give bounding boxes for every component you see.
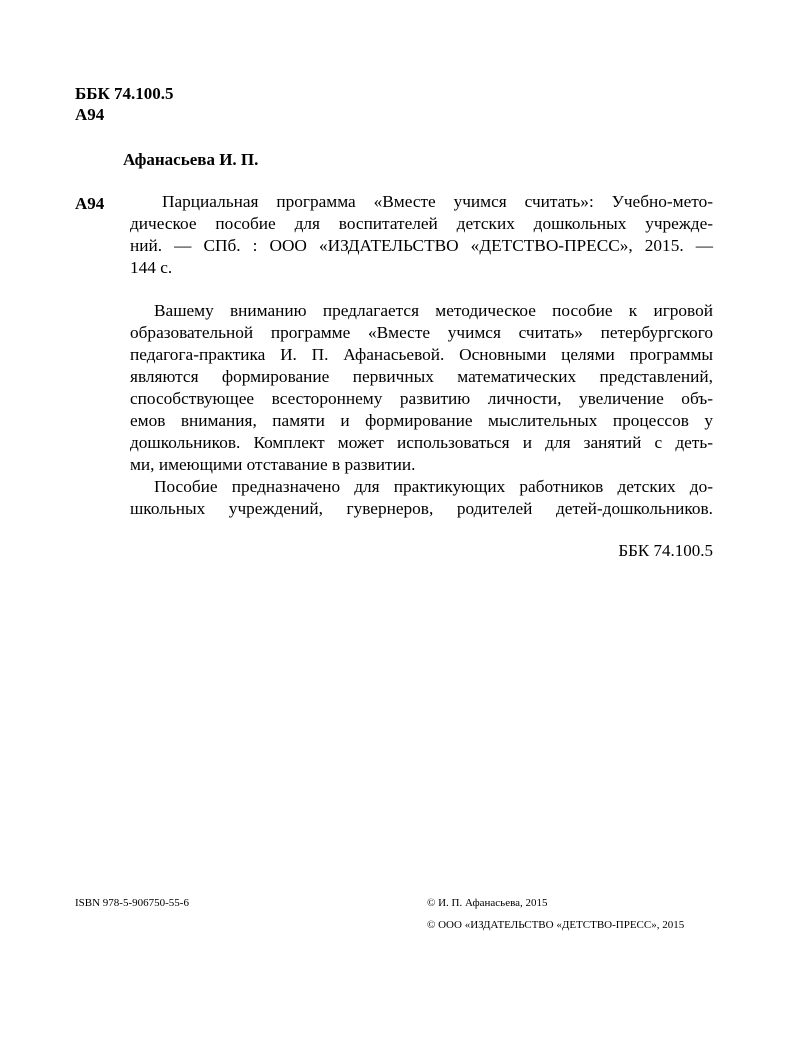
index-mark: А94 — [75, 194, 105, 213]
abstract-line: дошкольников. Комплект может использоваться и для занятий с деть- — [130, 433, 713, 452]
abstract-line: являются формирование первичных математических представлений, — [130, 367, 713, 386]
abstract-line: Пособие предназначено для практикующих работников детских до- — [154, 477, 713, 496]
author-mark: А94 — [75, 105, 105, 124]
abstract-line: школьных учреждений, гувернеров, родителей детей-дошкольников. — [130, 499, 713, 518]
abstract-line: ми, имеющими отставание в развитии. — [130, 455, 416, 474]
bibliography-line: дическое пособие для воспитателей детских дошкольных учрежде- — [130, 214, 713, 233]
bbk-code: ББК 74.100.5 — [75, 84, 174, 103]
author-name: Афанасьева И. П. — [123, 150, 259, 169]
bibliography-line: ний. — СПб. : ООО «ИЗДАТЕЛЬСТВО «ДЕТСТВО-ПРЕСС», 2015. — — [130, 236, 713, 255]
abstract-line: педагога-практика И. П. Афанасьевой. Основными целями программы — [130, 345, 713, 364]
isbn: ISBN 978-5-906750-55-6 — [75, 897, 189, 909]
copyright-publisher: © ООО «ИЗДАТЕЛЬСТВО «ДЕТСТВО-ПРЕСС», 2015 — [427, 919, 685, 931]
abstract-line: Вашему вниманию предлагается методическое пособие к игровой — [154, 301, 713, 320]
bibliography-line: Парциальная программа «Вместе учимся считать»: Учебно-мето- — [162, 192, 713, 211]
bbk-footer-code: ББК 74.100.5 — [618, 541, 713, 560]
abstract-line: емов внимания, памяти и формирование мыслительных процессов у — [130, 411, 713, 430]
abstract-line: способствующее всестороннему развитию личности, увеличение объ- — [130, 389, 713, 408]
copyright-author: © И. П. Афанасьева, 2015 — [427, 897, 548, 909]
bibliography-line: 144 с. — [130, 258, 173, 277]
abstract-line: образовательной программе «Вместе учимся считать» петербургского — [130, 323, 713, 342]
